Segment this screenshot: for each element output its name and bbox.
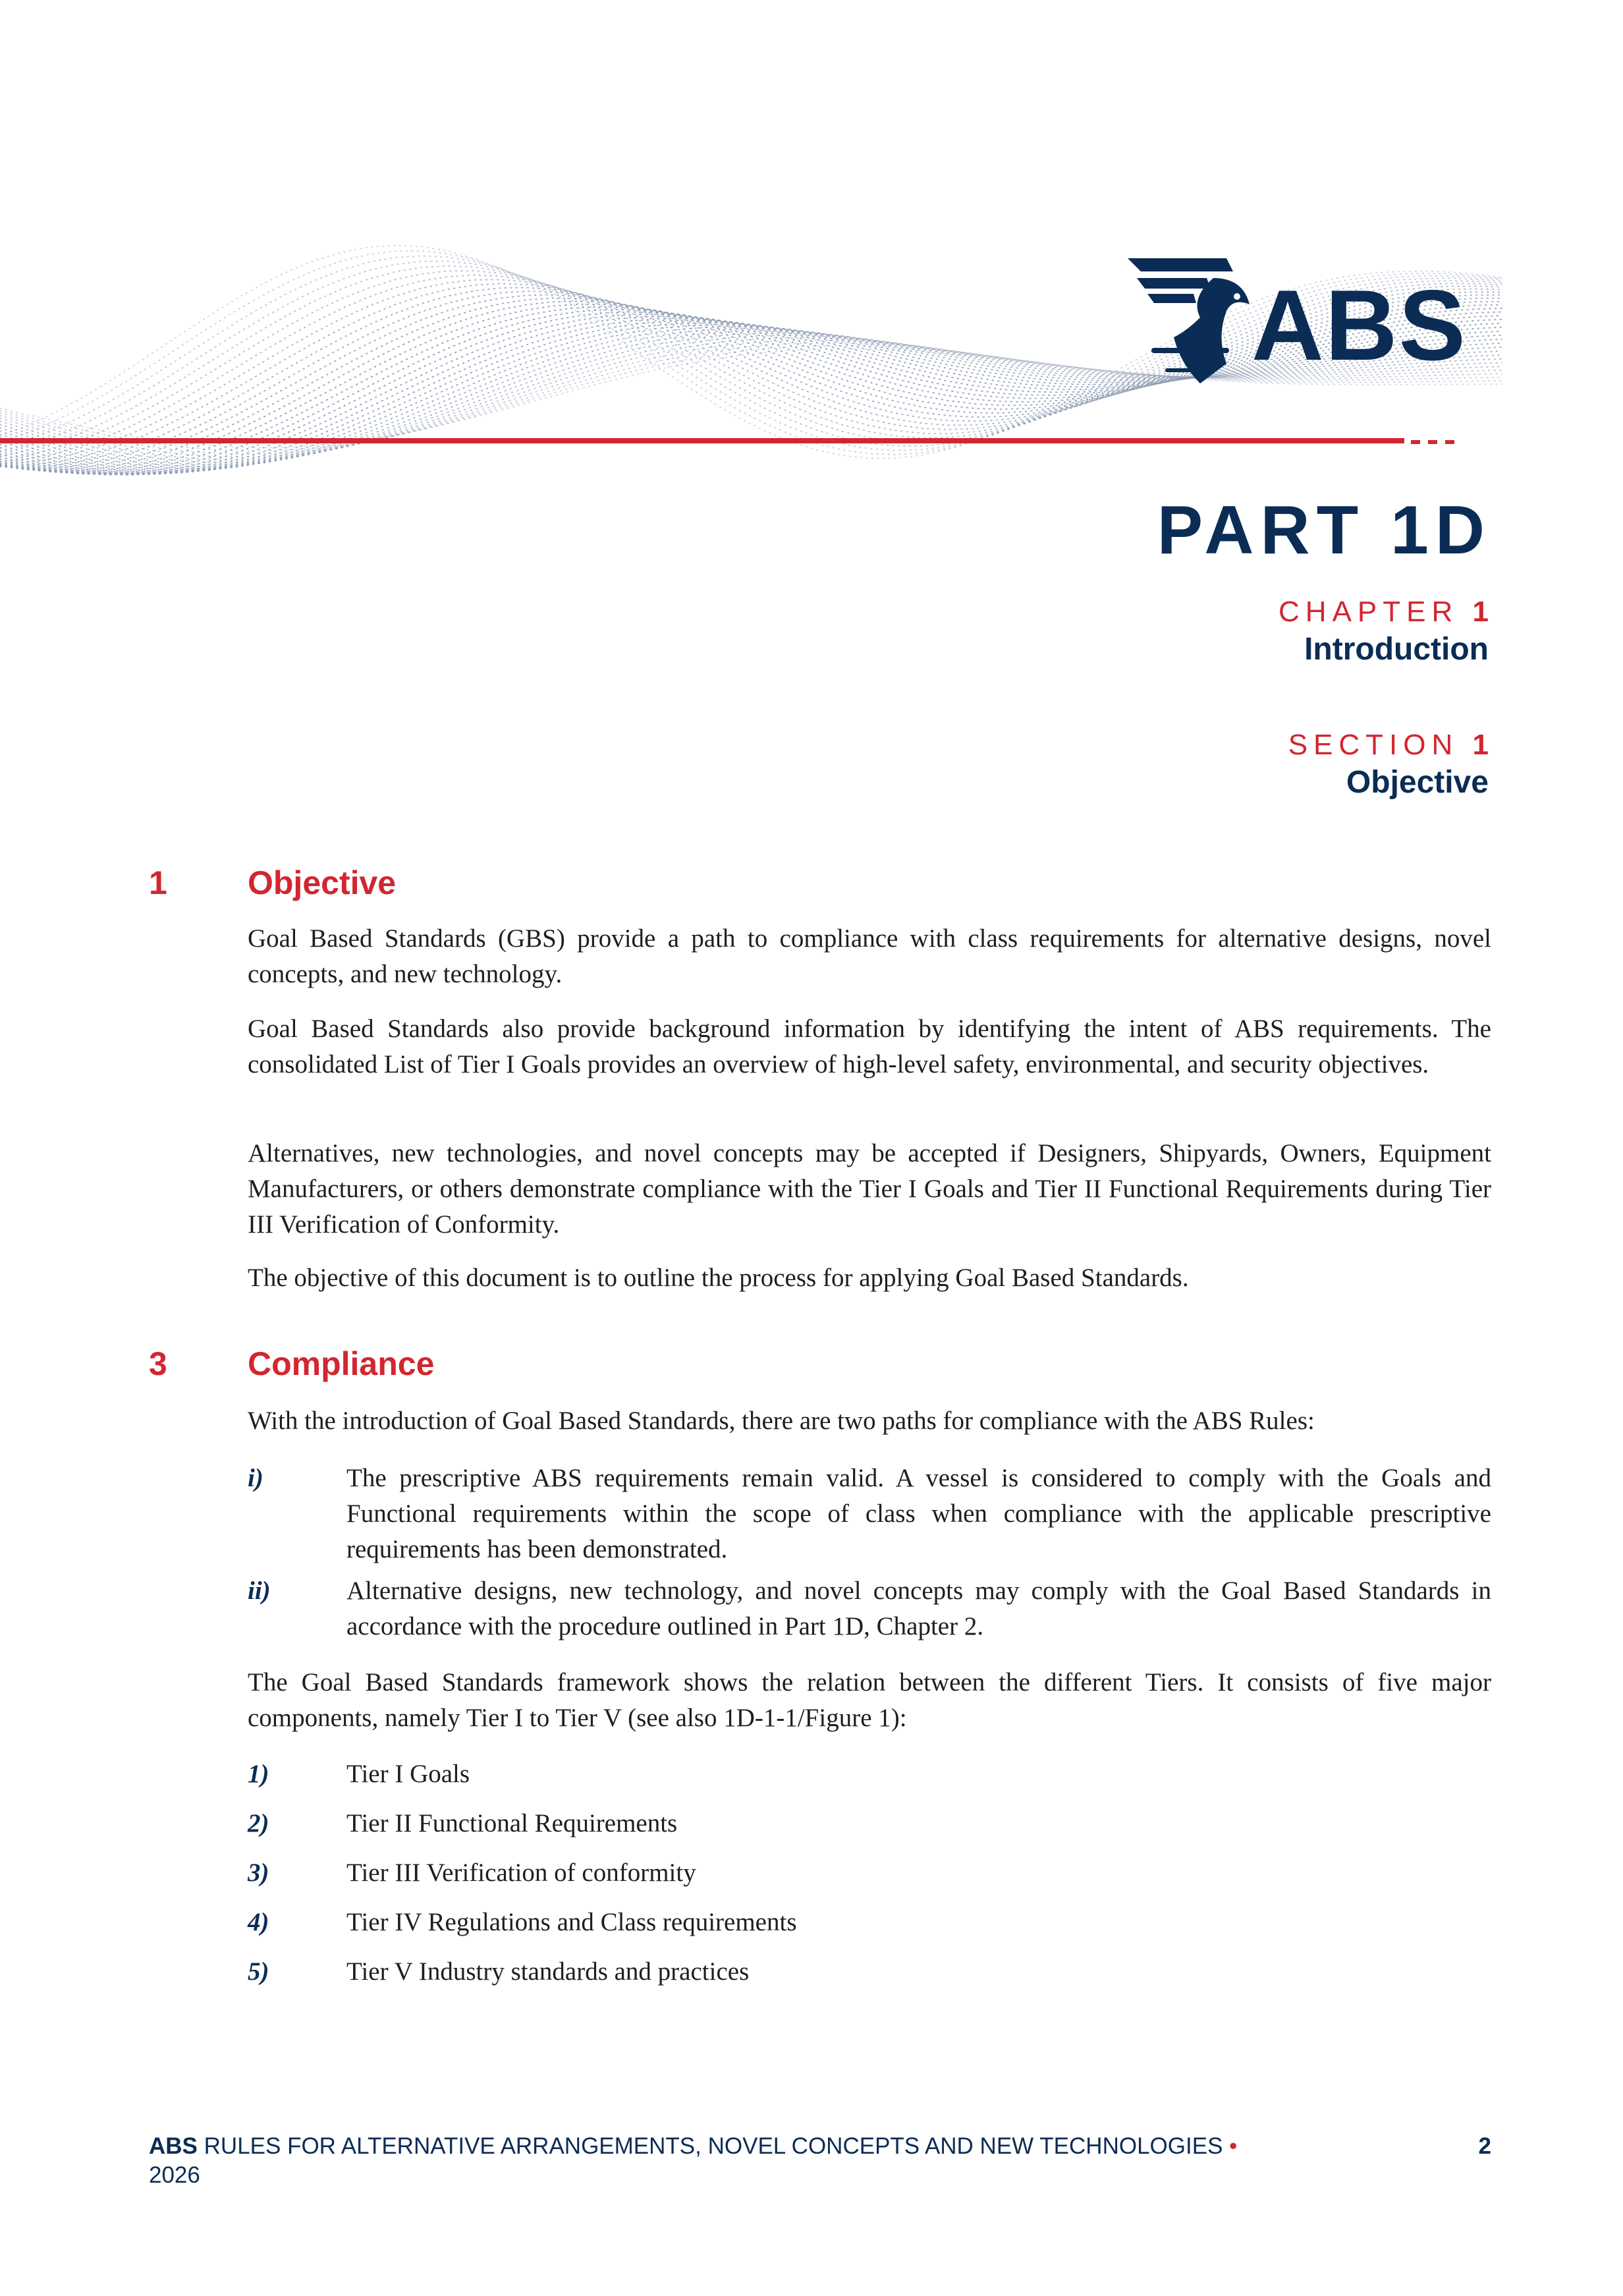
footer-brand: ABS — [149, 2133, 198, 2159]
header-red-dash — [1411, 440, 1420, 444]
tier-text: Tier V Industry standards and practices — [346, 1957, 750, 1986]
tier-marker: 3) — [248, 1859, 269, 1887]
page-number: 2 — [1478, 2133, 1491, 2159]
tier-marker: 5) — [248, 1957, 269, 1986]
objective-number: 1 — [149, 864, 167, 901]
header-red-dash — [1445, 440, 1454, 444]
objective-paragraph: Alternatives, new technologies, and novel concepts may be accepted if Designers, Shipyards, Owners, Equipment Manufacturers, or others demonstrate compliance with the Tier I Goals and Tier II Functional Requirements during Tier III Verification of Conformity. — [248, 1139, 1491, 1239]
chapter-kicker-label: CHAPTER — [1279, 596, 1459, 628]
path-text: The prescriptive ABS requirements remain valid. A vessel is considered to comply with the Goals and Functional requirements within the scope of class when compliance with the applicable prescriptive requirements has been demonstrated. — [346, 1464, 1491, 1563]
path-text: Alternative designs, new technology, and novel concepts may comply with the Goal Based Standards in accordance with the procedure outlined in Part 1D, Chapter 2. — [346, 1577, 1491, 1640]
objective-paragraph: Goal Based Standards also provide background information by identifying the intent of ABS requirements. The consolidated List of Tier I Goals provides an overview of high-level safety, environmental, and security objectives. — [248, 1015, 1491, 1078]
tier-marker: 4) — [248, 1908, 269, 1936]
abs-logo — [1128, 252, 1483, 390]
chapter-kicker — [1279, 594, 1489, 630]
abs-logo-text: ABS — [1252, 269, 1467, 381]
footer-year: 2026 — [149, 2162, 200, 2188]
part-title: PART 1D — [1157, 492, 1491, 569]
objective-title: Objective — [248, 864, 397, 901]
page-footer — [149, 2132, 1334, 2190]
section-kicker — [1288, 727, 1489, 763]
compliance-number: 3 — [149, 1345, 167, 1382]
path-marker: i) — [248, 1464, 263, 1492]
chapter-number: 1 — [1472, 596, 1489, 628]
footer-separator: • — [1229, 2133, 1238, 2159]
path-marker: ii) — [248, 1577, 271, 1605]
footer-title: RULES FOR ALTERNATIVE ARRANGEMENTS, NOVEL CONCEPTS AND NEW TECHNOLOGIES — [204, 2133, 1223, 2159]
section-heading — [1288, 727, 1489, 802]
compliance-intro: With the introduction of Goal Based Standards, there are two paths for compliance with the ABS Rules: — [248, 1407, 1315, 1435]
objective-paragraph: The objective of this document is to outline the process for applying Goal Based Standards. — [248, 1264, 1189, 1292]
compliance-title: Compliance — [248, 1345, 435, 1382]
framework-intro: The Goal Based Standards framework shows the relation between the different Tiers. It consists of five major components, namely Tier I to Tier V (see also 1D-1-1/Figure 1): — [248, 1668, 1491, 1732]
chapter-heading — [1279, 594, 1489, 669]
section-kicker-label: SECTION — [1288, 729, 1459, 761]
section-title: Objective — [1346, 765, 1489, 800]
tier-text: Tier III Verification of conformity — [346, 1859, 696, 1887]
header-red-rule — [0, 438, 1404, 443]
tier-text: Tier I Goals — [346, 1760, 470, 1788]
tier-marker: 2) — [248, 1809, 269, 1837]
eagle-emblem-icon — [1128, 252, 1259, 390]
tier-marker: 1) — [248, 1760, 269, 1788]
chapter-title: Introduction — [1304, 632, 1489, 667]
header-red-dash — [1428, 440, 1437, 444]
tier-text: Tier II Functional Requirements — [346, 1809, 678, 1837]
objective-paragraph: Goal Based Standards (GBS) provide a path to compliance with class requirements for alternative designs, novel concepts, and new technology. — [248, 924, 1491, 988]
section-number: 1 — [1472, 729, 1489, 761]
tier-text: Tier IV Regulations and Class requirements — [346, 1908, 797, 1936]
